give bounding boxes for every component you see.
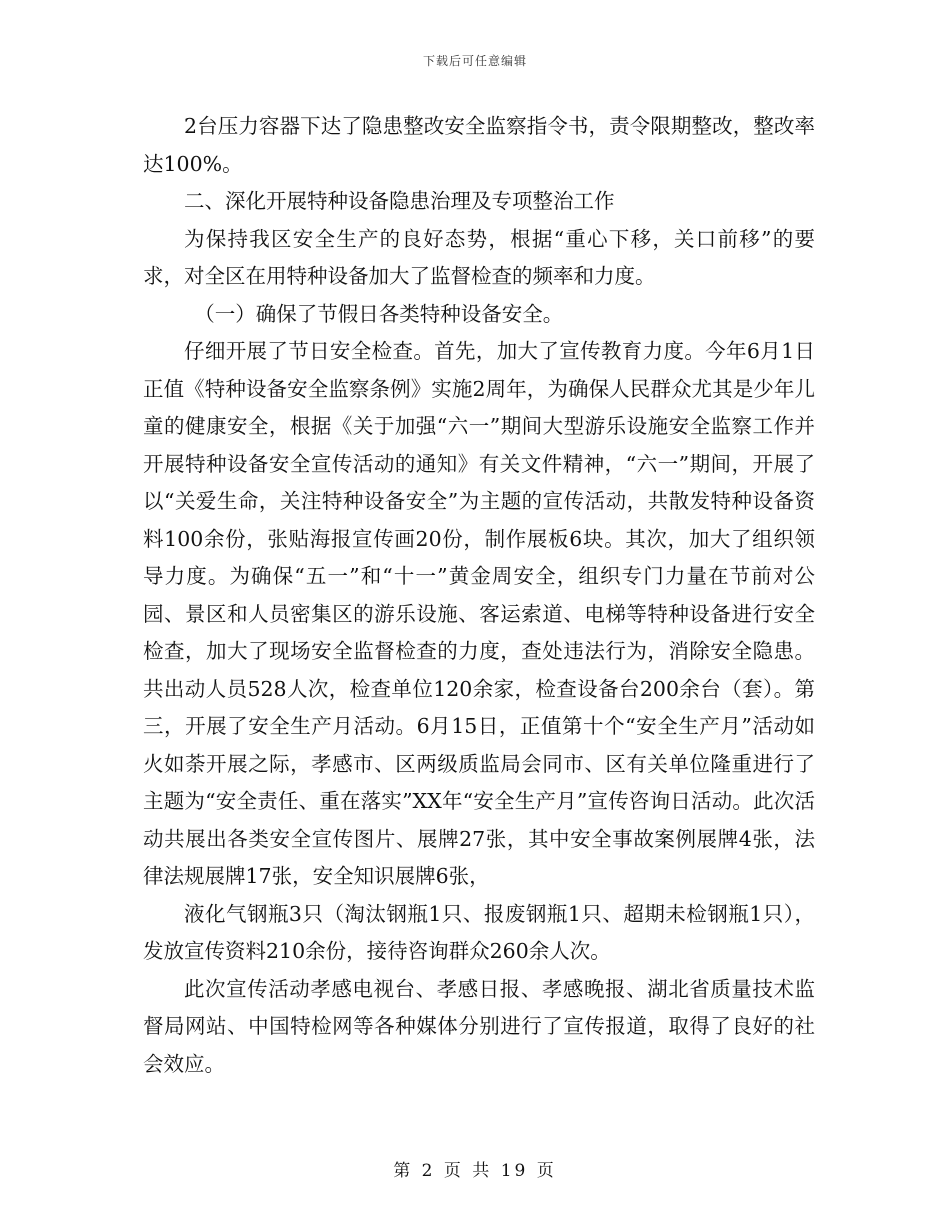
page-header: 下载后可任意编辑: [422, 54, 527, 68]
paragraph-holiday-inspection: 仔细开展了节日安全检查。首先，加大了宣传教育力度。今年6月1日正值《特种设备安全监察条例》实施2周年，为确保人民群众尤其是少年儿童的健康安全，根据《关于加强“六一”期间大型游乐设施安全监察工作并开展特种设备安全宣传活动的通知》有关文件精神，“六一”期间，开展了以“关爱生命，关注特种设备安全”为主题的宣传活动，共散发特种设备资料100余份，张贴海报宣传画20份，制作展板6块。其次，加大了组织领导力度。为确保“五一”和“十一”黄金周安全，组织专门力量在节前对公园、景区和人员密集区的游乐设施、客运索道、电梯等特种设备进行安全检查，加大了现场安全监督检查的力度，查处违法行为，消除安全隐患。共出动人员528人次，检查单位120余家，检查设备台200余台（套）。第三，开展了安全生产月活动。6月15日，正值第十个“安全生产月”活动如火如荼开展之际，孝感市、区两级质监局会同市、区有关单位隆重进行了主题为“安全责任、重在落实”XX年“安全生产月”宣传咨询日活动。此次活动共展出各类安全宣传图片、展牌27张，其中安全事故案例展牌4张，法律法规展牌17张，安全知识展牌6张，: [143, 339, 815, 888]
section-heading-2: 二、深化开展特种设备隐患治理及专项整治工作: [184, 189, 615, 213]
paragraph-intro: 为保持我区安全生产的良好态势，根据“重心下移，关口前移”的要求，对全区在用特种设备加大了监督检查的频率和力度。: [143, 226, 815, 288]
paragraph-media-coverage: 此次宣传活动孝感电视台、孝感日报、孝感晚报、湖北省质量技术监督局网站、中国特检网等各种媒体分别进行了宣传报道，取得了良好的社会效应。: [143, 976, 815, 1076]
paragraph-gas-cylinders: 液化气钢瓶3只（淘汰钢瓶1只、报废钢瓶1只、超期未检钢瓶1只），发放宣传资料210余份，接待咨询群众260余人次。: [143, 901, 815, 963]
page-number-footer: 第 2 页 共 19 页: [393, 1161, 557, 1181]
document-body: [143, 108, 815, 1083]
subsection-heading-1: （一）确保了节假日各类特种设备安全。: [194, 301, 564, 326]
paragraph-rectification: 2台压力容器下达了隐患整改安全监察指令书，责令限期整改，整改率达100%。: [143, 114, 815, 176]
